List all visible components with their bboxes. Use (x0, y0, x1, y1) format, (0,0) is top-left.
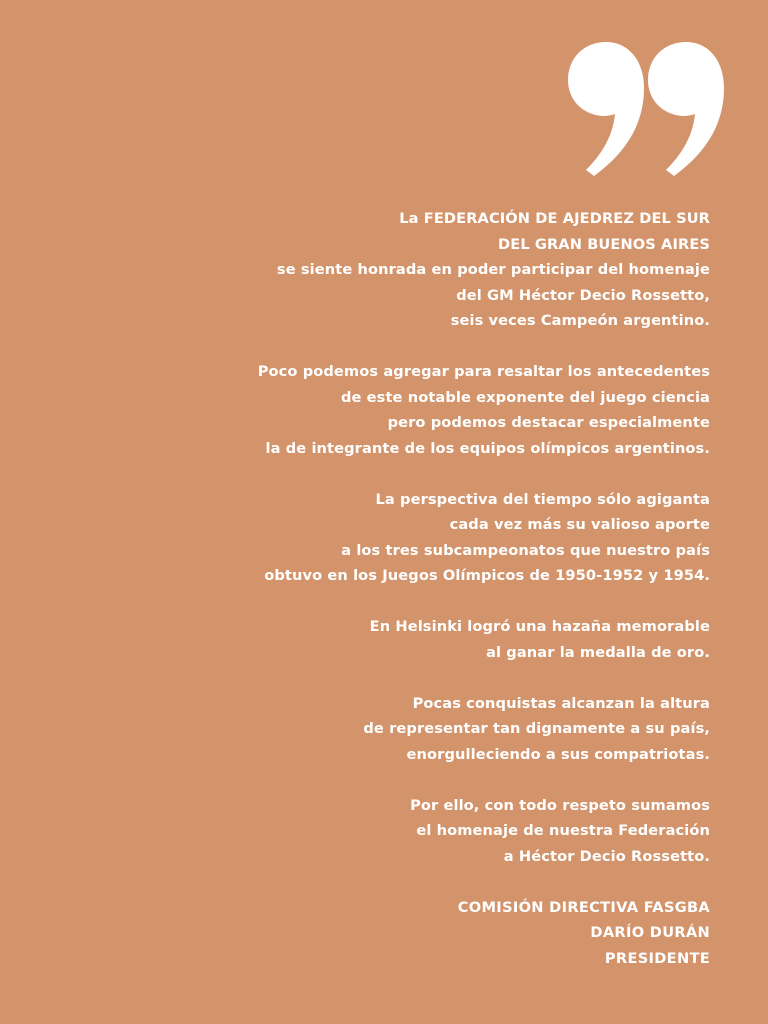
signature-organization: COMISIÓN DIRECTIVA FASGBA (457, 898, 710, 916)
signature-role: PRESIDENTE (604, 949, 710, 967)
paragraph-olympics (90, 487, 710, 589)
text-line: La perspectiva del tiempo sólo agiganta (375, 490, 710, 508)
text-line: del GM Héctor Decio Rossetto, (456, 286, 710, 304)
text-line: al ganar la medalla de oro. (486, 643, 710, 661)
text-line: el homenaje de nuestra Federación (416, 822, 710, 839)
paragraph-intro (90, 206, 710, 334)
text-line: Por ello, con todo respeto sumamos (410, 796, 710, 814)
paragraph-helsinki (90, 614, 710, 665)
closing-quotation-mark-icon (560, 30, 730, 180)
text-line: obtuvo en los Juegos Olímpicos de 1950-1952 y 1954. (264, 567, 710, 584)
text-line: DEL GRAN BUENOS AIRES (498, 235, 710, 253)
text-line: pero podemos destacar especialmente (387, 414, 710, 431)
text-line: Poco podemos agregar para resaltar los antecedentes (257, 363, 710, 380)
text-line: la de integrante de los equipos olímpicos argentinos. (265, 439, 710, 457)
tribute-text (90, 206, 710, 971)
text-line: seis veces Campeón argentino. (450, 312, 710, 329)
text-line: de representar tan dignamente a su país, (363, 720, 710, 737)
text-line: a Héctor Decio Rossetto. (503, 847, 710, 865)
text-line: En Helsinki logró una hazaña memorable (369, 618, 710, 635)
text-line: de este notable exponente del juego ciencia (340, 388, 710, 406)
signature-name: DARÍO DURÁN (590, 924, 710, 941)
text-line: enorgulleciendo a sus compatriotas. (406, 745, 710, 763)
text-line: cada vez más su valioso aporte (449, 516, 710, 533)
text-line: La FEDERACIÓN DE AJEDREZ DEL SUR (399, 210, 710, 227)
text-line: a los tres subcampeonatos que nuestro país (341, 541, 710, 559)
signature (90, 895, 710, 972)
text-line: se siente honrada en poder participar del homenaje (276, 261, 710, 278)
paragraph-background (90, 359, 710, 461)
text-line: Pocas conquistas alcanzan la altura (412, 694, 710, 712)
paragraph-conquests (90, 691, 710, 768)
paragraph-closing (90, 793, 710, 870)
